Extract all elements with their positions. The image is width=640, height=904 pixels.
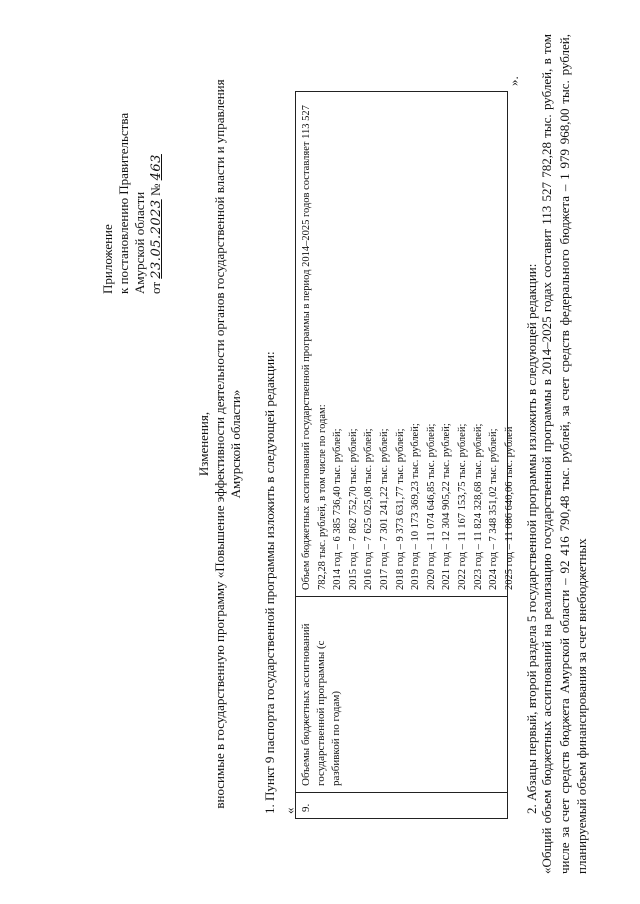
- number-handwritten: 463: [149, 154, 164, 181]
- year-line: 2024 год – 7 348 351,02 тыс. рублей;: [488, 428, 500, 590]
- year-line: 2022 год – 11 167 153,75 тыс. рублей;: [456, 423, 468, 590]
- date-prefix: от: [148, 281, 163, 294]
- appendix-date-line: [148, 113, 165, 294]
- quote-close: ».: [506, 76, 521, 86]
- table-row-name: Объемы бюджетных ассигнований государственной программы (с разбивкой по годам): [296, 596, 507, 792]
- year-line: 2023 год – 11 824 328,68 тыс. рублей;: [472, 423, 484, 590]
- appendix-region-line: Амурской области: [132, 191, 147, 294]
- appendix-title: Приложение: [100, 224, 115, 294]
- passport-table: [295, 91, 515, 819]
- document-title: [196, 64, 244, 824]
- year-line: 2020 год – 11 074 646,85 тыс. рублей;: [425, 423, 437, 590]
- title-heading: Изменения,: [196, 411, 211, 477]
- appendix-resolution-line: к постановлению Правительства: [116, 112, 131, 294]
- item2-text: 2. Абзацы первый, второй раздела 5 государственной программы изложить в следующей редакции:: [524, 263, 539, 814]
- appendix-block: [100, 113, 165, 294]
- year-line: 2015 год – 7 862 752,70 тыс. рублей;: [347, 428, 359, 590]
- year-line: 2016 год – 7 625 025,08 тыс. рублей;: [363, 428, 375, 590]
- title-subheading: вносимые в государственную программу «Повышение эффективности деятельности органов государственной власти и управления Амурской области»: [212, 79, 243, 809]
- quote-open: «: [282, 807, 297, 814]
- year-line: 2021 год – 12 304 905,22 тыс. рублей;: [441, 423, 453, 590]
- date-handwritten: 23.05.2023: [149, 199, 164, 279]
- table-row-value: [296, 92, 515, 596]
- year-line: 2014 год – 6 385 736,40 тыс. рублей;: [332, 428, 344, 590]
- year-line: 2019 год – 10 173 369,23 тыс. рублей;: [410, 423, 422, 590]
- year-line: 2018 год – 9 373 631,77 тыс. рублей;: [394, 428, 406, 590]
- section5-paragraph: «Общий объем бюджетных ассигнований на реализацию государственной программы в 2014–2025 годах составит 113 527 782,28 тыс. рублей, в том числе за счет средств бюджета Амурской области – 92 416 790,48 тыс. рублей, за счет средств федерального бюджета – 1 979 968,00 тыс. рублей, планируемый объем финансирования за счет внебюджетных: [539, 34, 589, 874]
- item1-text: 1. Пункт 9 паспорта государственной программы изложить в следующей редакции:: [262, 351, 277, 814]
- table-row-number: 9.: [296, 792, 507, 818]
- year-line: 2017 год – 7 301 241,22 тыс. рублей;: [378, 428, 390, 590]
- funding-intro: Объем бюджетных ассигнований государственной программы в период 2014–2025 годов составляет 113 527 782,28 тыс. рублей, в том числе по годам:: [301, 105, 328, 590]
- year-line: 2025 год – 11 086 640,06 тыс. рублей: [503, 426, 515, 590]
- number-prefix: №: [148, 183, 163, 197]
